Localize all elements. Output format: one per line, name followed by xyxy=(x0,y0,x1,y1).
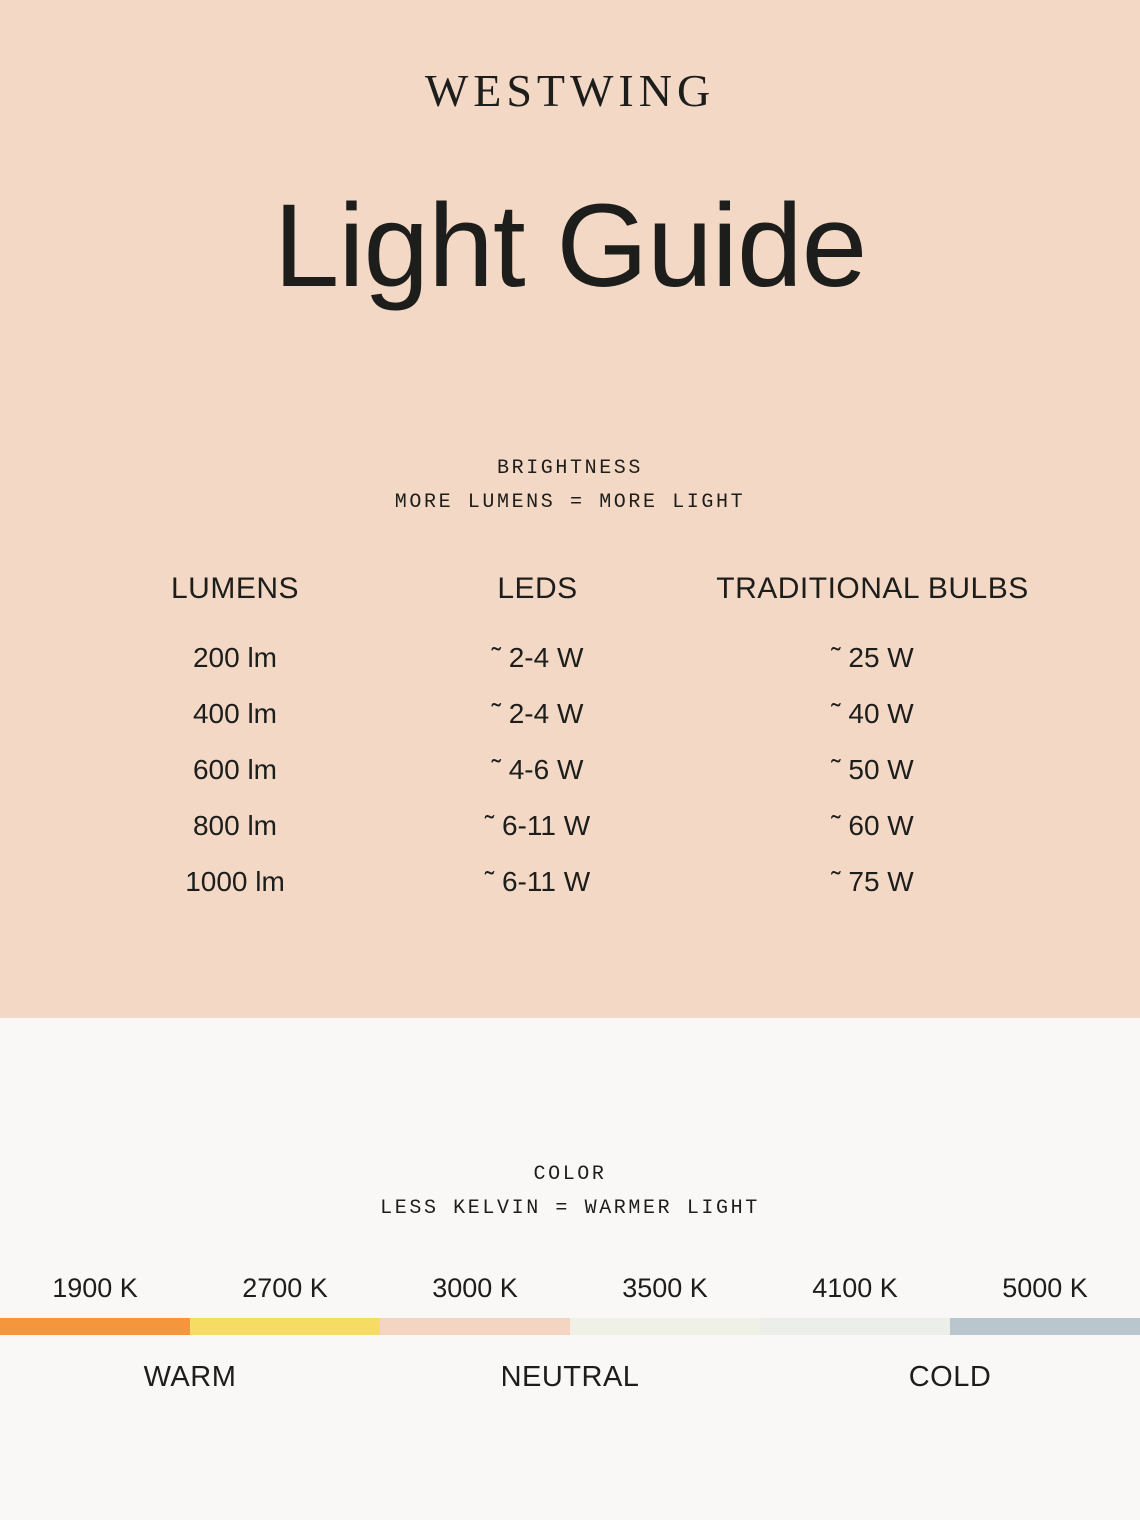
kelvin-label: 2700 K xyxy=(242,1273,328,1303)
color-caption xyxy=(0,1158,1140,1226)
temperature-label-neutral: NEUTRAL xyxy=(500,1361,640,1393)
cell-lumens: 600 lm xyxy=(192,754,278,785)
cell-traditional: ˜ 40 W xyxy=(831,698,914,729)
column-header-traditional-bulbs: TRADITIONAL BULBS xyxy=(716,572,1029,605)
table-row xyxy=(70,686,1070,742)
kelvin-label-row xyxy=(0,1273,1140,1318)
table-row xyxy=(70,798,1070,854)
cell-lumens: 1000 lm xyxy=(185,866,285,897)
cell-traditional: ˜ 25 W xyxy=(831,642,914,673)
cell-leds: ˜ 6-11 W xyxy=(484,866,591,897)
brightness-caption-line2: MORE LUMENS = MORE LIGHT xyxy=(394,491,746,514)
kelvin-label: 3000 K xyxy=(432,1273,518,1303)
brightness-caption-line1: BRIGHTNESS xyxy=(496,457,644,480)
brightness-table xyxy=(70,572,1070,910)
kelvin-label: 5000 K xyxy=(1002,1273,1088,1303)
column-header-lumens: LUMENS xyxy=(170,572,300,605)
table-row xyxy=(70,854,1070,910)
cell-leds: ˜ 6-11 W xyxy=(484,810,591,841)
color-section xyxy=(0,1018,1140,1520)
kelvin-scale xyxy=(0,1273,1140,1394)
table-row xyxy=(70,742,1070,798)
temperature-label-cold: COLD xyxy=(908,1361,992,1393)
color-swatch xyxy=(760,1318,950,1335)
temperature-label-row xyxy=(0,1335,1140,1394)
cell-lumens: 800 lm xyxy=(192,810,278,841)
color-swatch xyxy=(0,1318,190,1335)
table-header-row xyxy=(70,572,1070,630)
cell-traditional: ˜ 50 W xyxy=(831,754,914,785)
brightness-caption xyxy=(0,452,1140,520)
color-swatch xyxy=(950,1318,1140,1335)
color-swatch xyxy=(380,1318,570,1335)
color-swatch xyxy=(190,1318,380,1335)
cell-leds: ˜ 4-6 W xyxy=(491,754,584,785)
cell-leds: ˜ 2-4 W xyxy=(491,642,584,673)
cell-traditional: ˜ 75 W xyxy=(831,866,914,897)
brand-logo: WESTWING xyxy=(424,65,716,116)
cell-leds: ˜ 2-4 W xyxy=(491,698,584,729)
kelvin-label: 4100 K xyxy=(812,1273,898,1303)
kelvin-gradient-bar xyxy=(0,1318,1140,1335)
column-header-leds: LEDS xyxy=(497,572,578,605)
color-caption-line1: COLOR xyxy=(533,1163,607,1186)
kelvin-label: 1900 K xyxy=(52,1273,138,1303)
cell-lumens: 200 lm xyxy=(192,642,278,673)
temperature-label-warm: WARM xyxy=(143,1361,237,1393)
color-swatch xyxy=(570,1318,760,1335)
color-caption-line2: LESS KELVIN = WARMER LIGHT xyxy=(380,1197,760,1220)
cell-lumens: 400 lm xyxy=(192,698,278,729)
table-row xyxy=(70,630,1070,686)
cell-traditional: ˜ 60 W xyxy=(831,810,914,841)
page-title: Light Guide xyxy=(273,180,867,312)
kelvin-label: 3500 K xyxy=(622,1273,708,1303)
